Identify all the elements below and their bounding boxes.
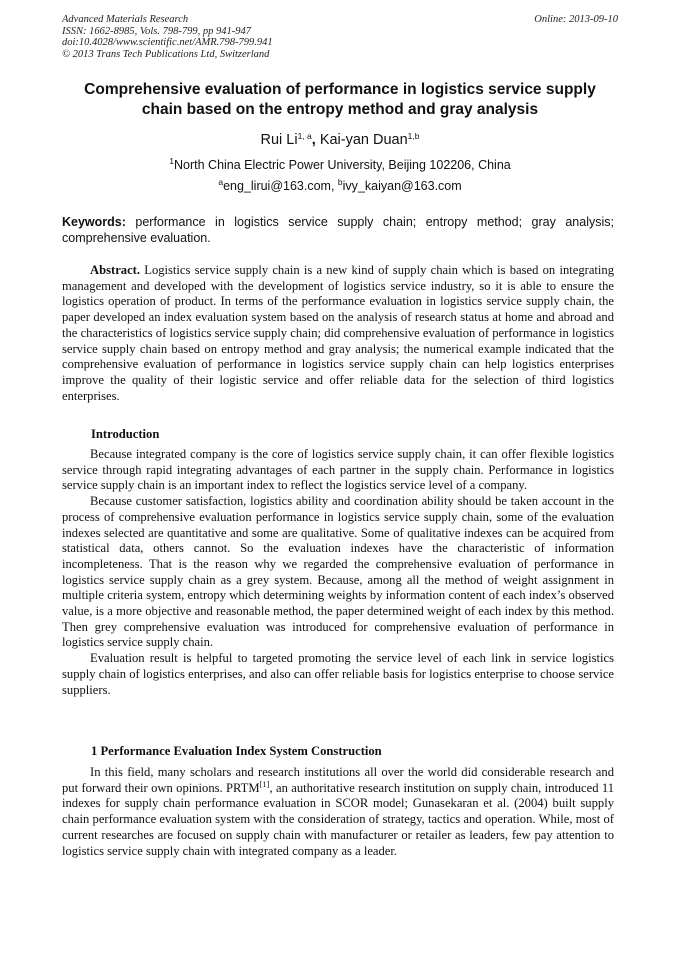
- copyright-line: © 2013 Trans Tech Publications Ltd, Switzerland: [62, 48, 270, 60]
- section-1-text-part-1: In this field, many scholars and research institutions all over the world did considerable research and put forward their own opinions. PRTM: [62, 765, 614, 795]
- introduction-heading: Introduction: [91, 427, 160, 441]
- intro-paragraph-2: Because customer satisfaction, logistics ability and coordination ability should be taken account in the process of comprehensive evaluation performance in logistics service supply chain, some of the evaluation indexes selected are quantitative and some are qualitative. Some of qualitative indexes can be acquired from statistical data, others cannot. So the evaluation indexes have the characteristic of information incompleteness. That is the reason why we regarded the comprehensive evaluation of performance in logistics service supply chain as a grey system. Because, among all the method of weight assignment in multiple criteria system, entropy which determining weights by information content of each index’s observed value, is a more objective and reasonable method, the paper determined weight of each index by this method. Then grey comprehensive evaluation was introduced for comprehensive evaluation of performance in logistics service supply chain.: [62, 494, 614, 650]
- issn-line: ISSN: 1662-8985, Vols. 798-799, pp 941-947: [62, 25, 251, 37]
- keywords-block: [62, 214, 614, 246]
- email-line: [62, 178, 618, 194]
- journal-header: [62, 14, 618, 60]
- author-1: Rui Li: [260, 132, 298, 148]
- author-1-superscript: 1, a: [297, 131, 312, 141]
- abstract-text: Logistics service supply chain is a new kind of supply chain which is based on integrating management and developed with the development of logistics service industry, so it is able to ensure the logistics operation of product. In terms of the performance evaluation in logistics service supply chain, the paper developed an index evaluation system based on the analysis of research status at home and abroad and the characteristics of logistics service supply chain; did comprehensive evaluation of performance in logistics service supply chain based on entropy method and gray analysis; the numerical example indicated that the comprehensive evaluation of performance in logistics service supply chain can help logistics enterprises improve the quality of their logistic service and offer reliable data for the selection of third logistics enterprises.: [62, 263, 614, 403]
- section-1-paragraph: [62, 765, 614, 859]
- journal-name: Advanced Materials Research: [62, 14, 189, 25]
- section-1-heading: 1 Performance Evaluation Index System Construction: [91, 744, 382, 758]
- author-line: Rui Li$^{1, a}$, Kai-yan Duan$^{1,b}$: [260, 131, 420, 148]
- section-1-text-part-2: , an authoritative research institution on supply chain, introduced 11 indexes for supply chain performance evaluation in SCOR model; Gunasekaran et al. (2004) built supply chain performance evaluation system with the consideration of strategy, tactics and operation. While, most of current researches are focused on supply chain with manufacturer or retailer as leaders, few pay attention to logistics service supply chain with integrated company as a leader.: [62, 780, 614, 858]
- section-1-body: [62, 765, 614, 859]
- affiliation-superscript: 1: [169, 156, 174, 166]
- intro-paragraph-1: Because integrated company is the core of logistics service supply chain, it can offer flexible logistics service through rapid integrating advantages of each partner in the supply chain. Performance in logistics service supply chain is an important index to reflect the logistics service level of a company.: [62, 447, 614, 493]
- email-b-superscript: b: [337, 177, 343, 187]
- online-date: Online: 2013-09-10: [534, 14, 618, 25]
- author-2: Kai-yan Duan: [319, 132, 408, 148]
- citation-ref[interactable]: [1]: [259, 778, 270, 789]
- keywords-text: performance in logistics service supply chain; entropy method; gray analysis; comprehensive evaluation.: [62, 215, 614, 245]
- author-2-superscript: 1,b: [407, 131, 420, 141]
- doi-line: doi:10.4028/www.scientific.net/AMR.798-799.941: [62, 37, 273, 49]
- affiliation: [62, 157, 618, 173]
- keywords-label: Keywords:: [62, 215, 126, 229]
- intro-paragraph-3: Evaluation result is helpful to targeted promoting the service level of each link in service logistics supply chain of logistics enterprises, and also can offer reliable basis for logistics enterprise to choose service suppliers.: [62, 651, 614, 697]
- email-a-superscript: a: [218, 177, 224, 187]
- email-b: ivy_kaiyan@163.com: [342, 179, 462, 193]
- email-a: eng_lirui@163.com,: [223, 179, 335, 193]
- abstract-paragraph: [62, 263, 614, 404]
- introduction-body: [62, 447, 614, 698]
- affiliation-text: North China Electric Power University, Beijing 102206, China: [174, 158, 511, 172]
- abstract-block: [62, 263, 614, 404]
- abstract-label: Abstract.: [90, 263, 141, 277]
- paper-title: Comprehensive evaluation of performance in logistics service supply chain based on the entropy method and gray analysis: [84, 81, 596, 118]
